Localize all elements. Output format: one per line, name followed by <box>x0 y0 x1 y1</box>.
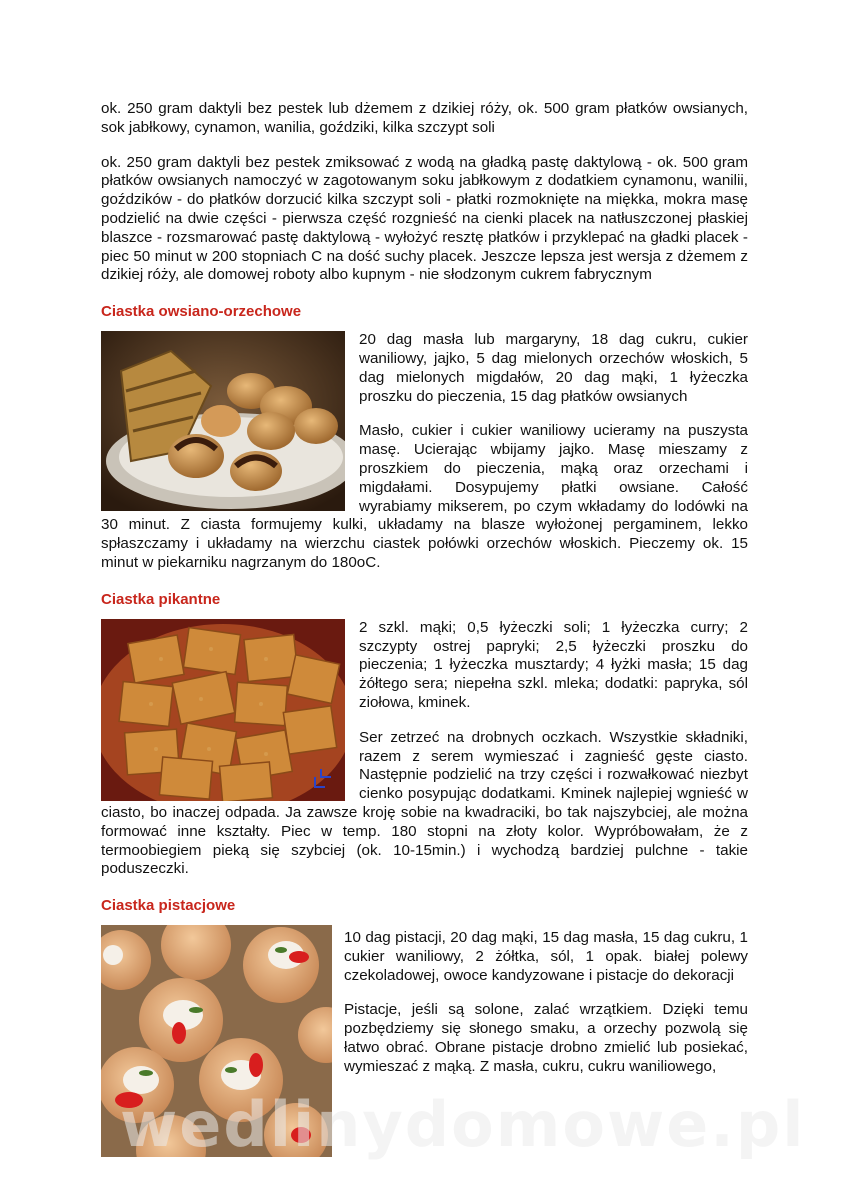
recipe-method: Masło, cukier i cukier waniliowy ucieramy na puszysta masę. Ucierając wbijamy jajko. Masę mieszamy z proszkiem do pieczenia, mąką oraz orzechami i migdałami. Dosypujemy płatki owsiane. Całość wyrabiamy mikserem, po czym wkładamy do lodówki na 30 minut. Z ciasta formujemy kulki, układamy na blasze wyłożonej pergaminem, lekko spłaszczamy i układamy na wierzchu ciastek połówki orzechów włoskich. Pieczemy ok. 15 minut w piekarniku nagrzanym do 180oC. <box>101 422 748 571</box>
recipe-title: Ciastka owsiano-orzechowe <box>101 303 302 321</box>
intro-method: ok. 250 gram daktyli bez pestek zmiksować z wodą na gładką pastę daktylową - ok. 500 gram płatków owsianych namoczyć w zagotowanym soku jabłkowym z dodatkiem cynamonu, wanilii, goździków - do płatków dorzucić kilka szczypt soli - płatki rozmoknięte na miękka, mokra masę podzielić na dwie części - pierwsza część rozgnieść na cienki placek na natłuszczonej płaskiej blaszce - rozsmarować pastę daktylową - wyłożyć resztę płatków i przyklepać na gładki placek - piec 50 minut w 200 stopniach C na dość suchy placek. Jeszcze lepsza jest wersja z dżemem z dzikiej róży, ale domowej roboty albo kupnym - nie słodzonym cukrem fabrycznym <box>101 153 748 284</box>
recipe-title: Ciastka pistacjowe <box>101 897 236 915</box>
oat-nut-cookies-photo <box>101 331 345 511</box>
recipe-ingredients: 20 dag masła lub margaryny, 18 dag cukru, cukier waniliowy, jajko, 5 dag mielonych orzechów włoskich, 5 dag mielonych migdałów, 20 dag mąki, 1 łyżeczka proszku do pieczenia, 15 dag płatków owsianych <box>359 331 748 405</box>
recipe-oat-nut-cookies <box>101 303 748 573</box>
document-page <box>101 100 748 1177</box>
intro-ingredients: ok. 250 gram daktyli bez pestek lub dżemem z dzikiej róży, ok. 500 gram płatków owsianych, sok jabłkowy, cynamon, wanilia, goździki, kilka szczypt soli <box>101 100 748 136</box>
recipe-ingredients: 2 szkl. mąki; 0,5 łyżeczki soli; 1 łyżeczka curry; 2 szczypty ostrej papryki; 2,5 łyżeczki proszku do pieczenia; 1 łyżeczka musztardy; 4 łyżki masła; 15 dag żółtego sera; niepełna szkl. mleka; dodatki: papryka, sól ziołowa, kminek. <box>359 618 748 711</box>
recipe-ingredients: 10 dag pistacji, 20 dag mąki, 15 dag masła, 15 dag cukru, 1 cukier waniliowy, 2 żółtka, sól, 1 opak. białej polewy czekoladowej, owoce kandyzowane i pistacje do dekoracji <box>344 929 748 984</box>
cookies-basket-image <box>101 331 345 511</box>
recipe-title: Ciastka pikantne <box>101 590 221 608</box>
recipe-method: Ser zetrzeć na drobnych oczkach. Wszystkie składniki, razem z serem wymieszać i zagnieść gęste ciasto. Następnie podzielić na trzy części i rozwałkować niezbyt cienko posypując dodatkami. Kminek najlepiej wgnieść w ciasto, bo inaczej odpada. Ja zawsze kroję sobie na kwadraciki, bo tak najszybciej, ale można formować inne kształty. Piec w temp. 180 stopni na złoty kolor. Wypróbowałam, że z termoobiegiem pieką się szybciej (ok. 10-15min.) i wychodzą bardziej pulchne - takie poduszeczki. <box>101 728 748 878</box>
recipe-method: Pistacje, jeśli są solone, zalać wrzątkiem. Dzięki temu pozbędziemy się słonego smaku, a orzechy pozwolą się łatwo obrać. Obrane pistacje drobno zmielić lub posiekać, wymieszać z mąką. Z masła, cukru, cukru waniliowego, <box>344 1001 748 1075</box>
spicy-crackers-photo <box>101 619 345 801</box>
recipe-spicy-crackers <box>101 591 748 879</box>
crackers-plate-image <box>101 619 345 801</box>
site-watermark: wedlinydomowe.pl <box>120 1088 806 1161</box>
